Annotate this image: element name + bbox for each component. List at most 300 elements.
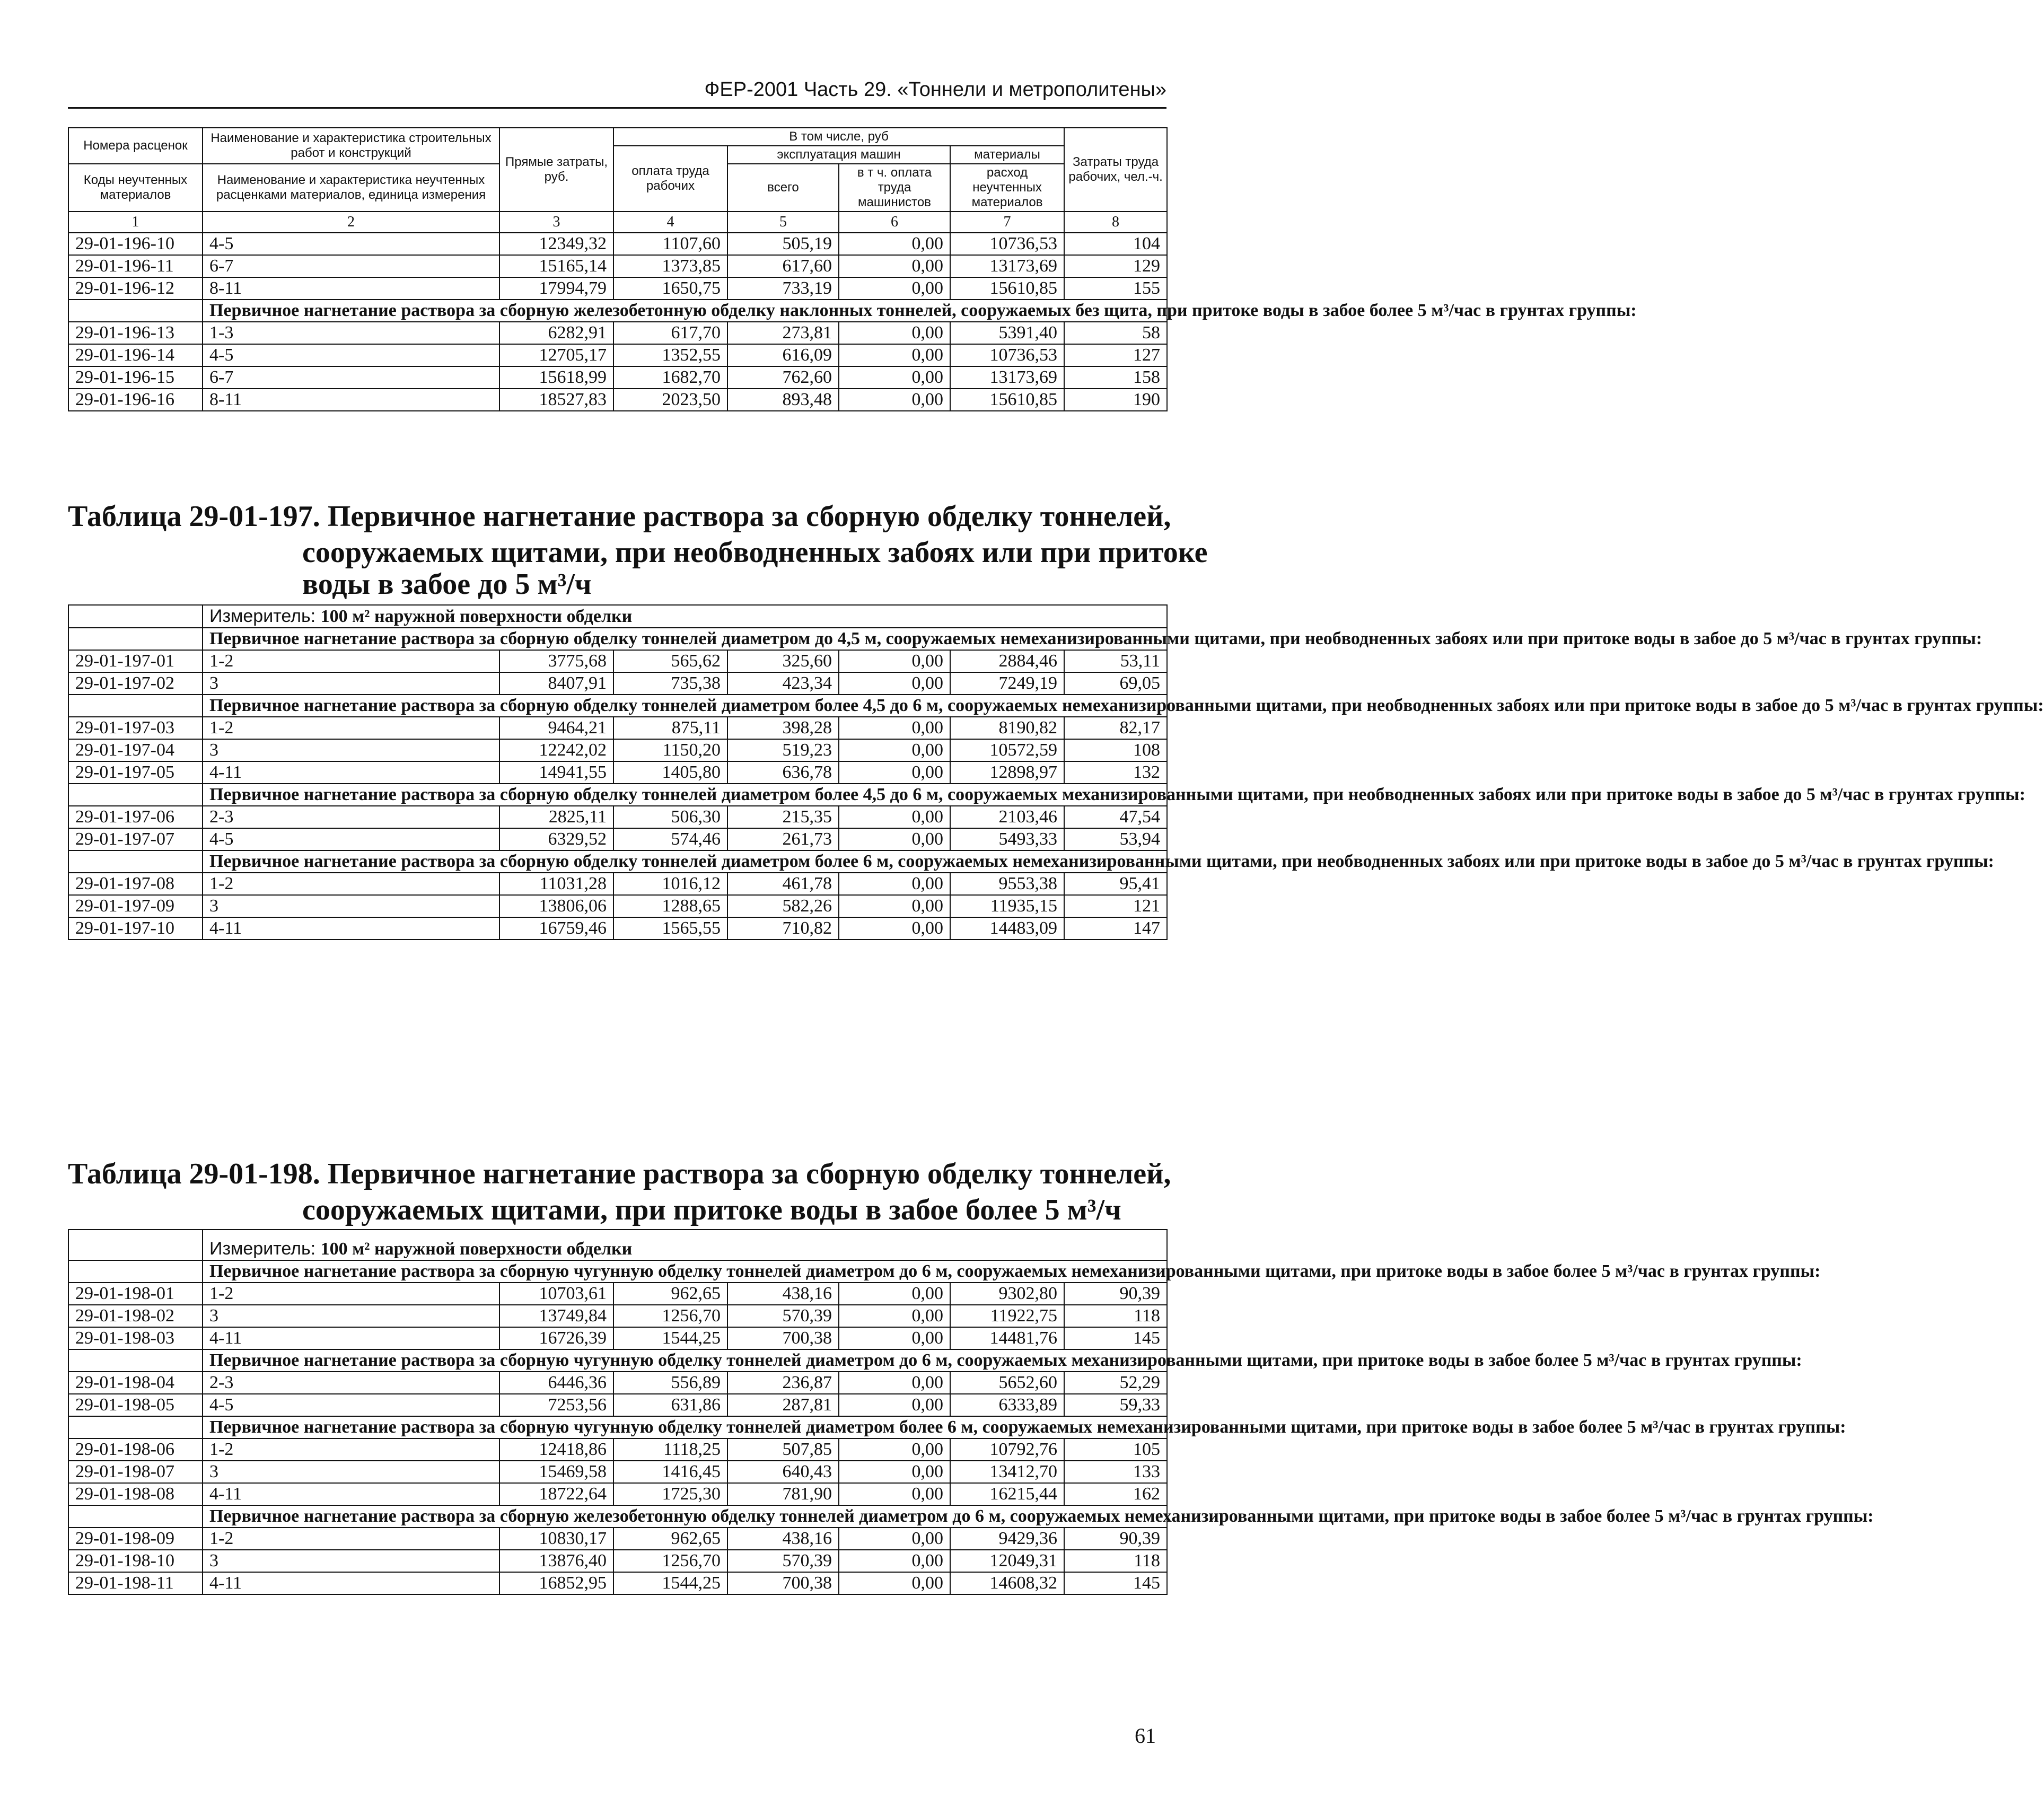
- table-cell: 0,00: [839, 1305, 950, 1327]
- table-cell: 3: [203, 1305, 499, 1327]
- table-row: [68, 1283, 1167, 1305]
- header-name-sub: Наименование и характеристика неучтенных расценками материалов, единица измерения: [203, 164, 499, 212]
- rates-table-196: [68, 127, 1637, 411]
- table-row: [68, 255, 1167, 277]
- table-cell: 0,00: [839, 650, 950, 672]
- table-cell: 10703,61: [499, 1283, 613, 1305]
- table-cell: 2-3: [203, 806, 499, 828]
- table-cell: 4-11: [203, 917, 499, 940]
- table-cell: 29-01-196-15: [68, 366, 203, 389]
- table-row: [68, 1550, 1167, 1572]
- table-header: [68, 128, 1167, 233]
- section-heading-row: [68, 1505, 1167, 1528]
- table-cell: 0,00: [839, 1394, 950, 1416]
- table-cell: 13876,40: [499, 1550, 613, 1572]
- table-cell: 700,38: [727, 1572, 839, 1594]
- table-cell: 1650,75: [613, 277, 727, 300]
- table-cell: 10736,53: [950, 233, 1064, 255]
- table-cell: 90,39: [1064, 1283, 1167, 1305]
- table-cell: 12349,32: [499, 233, 613, 255]
- table-cell: 59,33: [1064, 1394, 1167, 1416]
- table-cell: 15469,58: [499, 1461, 613, 1483]
- table-cell: 505,19: [727, 233, 839, 255]
- table-cell: 616,09: [727, 344, 839, 366]
- table-cell: 53,94: [1064, 828, 1167, 850]
- table-title-line: сооружаемых щитами, при необводненных забоях или при притоке: [302, 536, 1208, 569]
- table-sections: [68, 1260, 1874, 1594]
- table-cell: 6329,52: [499, 828, 613, 850]
- table-cell: 700,38: [727, 1327, 839, 1349]
- table-cell: 0,00: [839, 1283, 950, 1305]
- table-cell: 29-01-198-06: [68, 1438, 203, 1461]
- table-row: [68, 322, 1167, 344]
- table-cell: 519,23: [727, 739, 839, 761]
- table-cell: 0,00: [839, 1461, 950, 1483]
- table-cell: 1-2: [203, 873, 499, 895]
- table-cell: 29-01-197-09: [68, 895, 203, 917]
- header-direct-costs: Прямые затраты, руб.: [499, 128, 613, 212]
- table-cell: 29-01-198-04: [68, 1372, 203, 1394]
- section-heading-row: [68, 1349, 1167, 1372]
- column-number: 8: [1064, 212, 1167, 233]
- table-cell: 7249,19: [950, 672, 1064, 695]
- table-cell: 0,00: [839, 761, 950, 784]
- table-cell: 582,26: [727, 895, 839, 917]
- table-cell: 4-5: [203, 1394, 499, 1416]
- table-cell: 58: [1064, 322, 1167, 344]
- table-cell: 17994,79: [499, 277, 613, 300]
- table-cell: 0,00: [839, 344, 950, 366]
- table-cell: 962,65: [613, 1283, 727, 1305]
- table-cell: 2103,46: [950, 806, 1064, 828]
- table-cell: 570,39: [727, 1305, 839, 1327]
- table-cell: 10736,53: [950, 344, 1064, 366]
- table-cell: 29-01-198-11: [68, 1572, 203, 1594]
- header-codes: Номера расценок: [68, 128, 203, 164]
- table-cell: 5493,33: [950, 828, 1064, 850]
- table-cell: 6446,36: [499, 1372, 613, 1394]
- header-machines-wages: в т ч. оплата труда машинистов: [839, 164, 950, 212]
- table-cell: 127: [1064, 344, 1167, 366]
- table-cell: 14483,09: [950, 917, 1064, 940]
- table-cell: 0,00: [839, 917, 950, 940]
- column-number: 6: [839, 212, 950, 233]
- table-row: [68, 1483, 1167, 1505]
- table-cell: 105: [1064, 1438, 1167, 1461]
- table-cell: 3: [203, 739, 499, 761]
- table-cell: 570,39: [727, 1550, 839, 1572]
- table-cell: 12898,97: [950, 761, 1064, 784]
- table-cell: 29-01-197-03: [68, 717, 203, 739]
- table-cell: 145: [1064, 1327, 1167, 1349]
- column-number: 3: [499, 212, 613, 233]
- measure-value: 100 м² наружной поверхности обделки: [320, 1239, 633, 1259]
- table-cell: 16215,44: [950, 1483, 1064, 1505]
- table-row: [68, 1438, 1167, 1461]
- table-cell: 1565,55: [613, 917, 727, 940]
- table-cell: 0,00: [839, 389, 950, 411]
- table-cell: 12705,17: [499, 344, 613, 366]
- table-cell: 1-2: [203, 650, 499, 672]
- table-cell: 617,70: [613, 322, 727, 344]
- table-cell: 3: [203, 672, 499, 695]
- table-cell: 29-01-198-02: [68, 1305, 203, 1327]
- table-cell: 1-2: [203, 1528, 499, 1550]
- section-heading: Первичное нагнетание раствора за сборную железобетонную обделку тоннелей диаметром до 6 м, сооружаемых немеханизированными щитами, при притоке воды в забое более 5 м³/час в грунтах группы:: [203, 1505, 1167, 1528]
- table-row: [68, 366, 1167, 389]
- table-title-line: воды в забое до 5 м³/ч: [302, 568, 592, 601]
- table-title-line: сооружаемых щитами, при притоке воды в забое более 5 м³/ч: [302, 1194, 1121, 1226]
- table-row: [68, 873, 1167, 895]
- table-row: [68, 806, 1167, 828]
- table-cell: 7253,56: [499, 1394, 613, 1416]
- table-cell: 15610,85: [950, 389, 1064, 411]
- table-cell: 0,00: [839, 366, 950, 389]
- header-labor: Затраты труда рабочих, чел.-ч.: [1064, 128, 1167, 212]
- header-wages: оплата труда рабочих: [613, 146, 727, 212]
- column-number: 7: [950, 212, 1064, 233]
- header-machines: эксплуатация машин: [727, 146, 950, 164]
- table-cell: 29-01-198-09: [68, 1528, 203, 1550]
- table-cell: 29-01-197-10: [68, 917, 203, 940]
- table-cell: 82,17: [1064, 717, 1167, 739]
- table-row: [68, 1372, 1167, 1394]
- table-cell: 3775,68: [499, 650, 613, 672]
- table-cell: 14608,32: [950, 1572, 1064, 1594]
- table-cell: 13749,84: [499, 1305, 613, 1327]
- table-cell: 893,48: [727, 389, 839, 411]
- section-heading: Первичное нагнетание раствора за сборную железобетонную обделку наклонных тоннелей, сооружаемых без щита, при притоке воды в забое более 5 м³/час в грунтах группы:: [203, 300, 1167, 322]
- page-number: 61: [1135, 1724, 1156, 1748]
- header-materials: материалы: [950, 146, 1064, 164]
- table-cell: 0,00: [839, 1327, 950, 1349]
- table-row: [68, 895, 1167, 917]
- table-cell: 29-01-198-08: [68, 1483, 203, 1505]
- rates-table-198: [68, 1229, 1874, 1595]
- table-row: [68, 717, 1167, 739]
- table-number: Таблица 29-01-197.: [68, 500, 320, 533]
- table-cell: 10830,17: [499, 1528, 613, 1550]
- column-number: 1: [68, 212, 203, 233]
- table-cell: 0,00: [839, 806, 950, 828]
- table-body: [68, 233, 1167, 300]
- table-cell: 9464,21: [499, 717, 613, 739]
- column-number: 5: [727, 212, 839, 233]
- table-cell: 8-11: [203, 389, 499, 411]
- table-cell: 0,00: [839, 739, 950, 761]
- table-cell: 556,89: [613, 1372, 727, 1394]
- table-cell: 438,16: [727, 1283, 839, 1305]
- measure-label: Измеритель:: [209, 606, 316, 626]
- table-cell: 29-01-198-10: [68, 1550, 203, 1572]
- table-cell: 1118,25: [613, 1438, 727, 1461]
- table-cell: 0,00: [839, 873, 950, 895]
- table-cell: 287,81: [727, 1394, 839, 1416]
- table-cell: 29-01-196-13: [68, 322, 203, 344]
- table-cell: 12418,86: [499, 1438, 613, 1461]
- table-cell: 8407,91: [499, 672, 613, 695]
- table-cell: 6-7: [203, 255, 499, 277]
- table-cell: 29-01-197-06: [68, 806, 203, 828]
- table-cell: 1544,25: [613, 1327, 727, 1349]
- table-cell: 273,81: [727, 322, 839, 344]
- table-cell: 0,00: [839, 717, 950, 739]
- table-cell: 0,00: [839, 895, 950, 917]
- table-row: [68, 277, 1167, 300]
- table-row: [68, 828, 1167, 850]
- table-cell: 1016,12: [613, 873, 727, 895]
- column-number: 2: [203, 212, 499, 233]
- table-cell: 2825,11: [499, 806, 613, 828]
- table-cell: 29-01-196-16: [68, 389, 203, 411]
- table-cell: 4-5: [203, 828, 499, 850]
- table-cell: 29-01-196-11: [68, 255, 203, 277]
- measure-unit: [203, 605, 1167, 628]
- rates-table-197: [68, 604, 2044, 940]
- table-cell: 29-01-197-08: [68, 873, 203, 895]
- table-cell: 6282,91: [499, 322, 613, 344]
- table-cell: 962,65: [613, 1528, 727, 1550]
- table-title: [68, 498, 1171, 534]
- table-cell: 9553,38: [950, 873, 1064, 895]
- table-row: [68, 1461, 1167, 1483]
- table-cell: 6333,89: [950, 1394, 1064, 1416]
- table-cell: 4-5: [203, 344, 499, 366]
- table-cell: 0,00: [839, 233, 950, 255]
- table-cell: 15618,99: [499, 366, 613, 389]
- table-row: [68, 1305, 1167, 1327]
- table-cell: 133: [1064, 1461, 1167, 1483]
- table-row: [68, 650, 1167, 672]
- section-heading-row: [68, 628, 1167, 650]
- table-cell: 1682,70: [613, 366, 727, 389]
- header-including: В том числе, руб: [613, 128, 1064, 146]
- table-cell: 0,00: [839, 322, 950, 344]
- table-cell: 762,60: [727, 366, 839, 389]
- table-cell: 1-2: [203, 1438, 499, 1461]
- table-cell: 0,00: [839, 1372, 950, 1394]
- table-cell: 14941,55: [499, 761, 613, 784]
- table-cell: 4-11: [203, 1572, 499, 1594]
- table-cell: 4-11: [203, 1483, 499, 1505]
- table-cell: 11922,75: [950, 1305, 1064, 1327]
- table-cell: 132: [1064, 761, 1167, 784]
- table-cell: 162: [1064, 1483, 1167, 1505]
- table-cell: 16726,39: [499, 1327, 613, 1349]
- table-cell: 236,87: [727, 1372, 839, 1394]
- table-row: [68, 917, 1167, 940]
- section-heading: Первичное нагнетание раствора за сборную обделку тоннелей диаметром более 4,5 до 6 м, сооружаемых механизированными щитами, при необводненных забоях или при притоке воды в забое до 5 м³/час в грунтах группы:: [203, 784, 1167, 806]
- table-cell: 0,00: [839, 255, 950, 277]
- table-cell: 29-01-197-01: [68, 650, 203, 672]
- table-cell: 52,29: [1064, 1372, 1167, 1394]
- section-heading: Первичное нагнетание раствора за сборную обделку тоннелей диаметром более 4,5 до 6 м, сооружаемых немеханизированными щитами, при необводненных забоях или при притоке воды в забое до 5 м³/час в грунтах группы:: [203, 695, 1167, 717]
- table-cell: 574,46: [613, 828, 727, 850]
- table-cell: 108: [1064, 739, 1167, 761]
- table-cell: 1352,55: [613, 344, 727, 366]
- table-row: [68, 1327, 1167, 1349]
- table-cell: 1288,65: [613, 895, 727, 917]
- table-cell: 325,60: [727, 650, 839, 672]
- table-cell: 1544,25: [613, 1572, 727, 1594]
- table-cell: 29-01-198-03: [68, 1327, 203, 1349]
- table-cell: 261,73: [727, 828, 839, 850]
- table-cell: 8190,82: [950, 717, 1064, 739]
- table-number: Таблица 29-01-198.: [68, 1157, 320, 1190]
- header-machines-total: всего: [727, 164, 839, 212]
- table-cell: 1416,45: [613, 1461, 727, 1483]
- table-cell: 0,00: [839, 277, 950, 300]
- header-name: Наименование и характеристика строительных работ и конструкций: [203, 128, 499, 164]
- table-cell: 2884,46: [950, 650, 1064, 672]
- table-cell: 16759,46: [499, 917, 613, 940]
- table-cell: 29-01-196-12: [68, 277, 203, 300]
- table-cell: 423,34: [727, 672, 839, 695]
- section-heading-row: [68, 850, 1167, 873]
- table-cell: 11031,28: [499, 873, 613, 895]
- table-cell: 14481,76: [950, 1327, 1064, 1349]
- table-title-line: Первичное нагнетание раствора за сборную обделку тоннелей,: [327, 500, 1171, 533]
- table-cell: 631,86: [613, 1394, 727, 1416]
- table-cell: 53,11: [1064, 650, 1167, 672]
- section-heading: Первичное нагнетание раствора за сборную чугунную обделку тоннелей диаметром до 6 м, сооружаемых немеханизированными щитами, при притоке воды в забое более 5 м³/час в грунтах группы:: [203, 1260, 1167, 1283]
- table-row: [68, 344, 1167, 366]
- table-cell: 158: [1064, 366, 1167, 389]
- section-heading-row: [68, 300, 1167, 322]
- section-heading-row: [68, 1260, 1167, 1283]
- table-cell: 121: [1064, 895, 1167, 917]
- table-cell: 506,30: [613, 806, 727, 828]
- table-cell: 147: [1064, 917, 1167, 940]
- table-cell: 0,00: [839, 1550, 950, 1572]
- table-cell: 0,00: [839, 1483, 950, 1505]
- table-cell: 104: [1064, 233, 1167, 255]
- table-title-line: Первичное нагнетание раствора за сборную обделку тоннелей,: [327, 1157, 1171, 1190]
- table-cell: 438,16: [727, 1528, 839, 1550]
- table-cell: 1-2: [203, 1283, 499, 1305]
- table-cell: 507,85: [727, 1438, 839, 1461]
- table-cell: 1-2: [203, 717, 499, 739]
- table-cell: 2-3: [203, 1372, 499, 1394]
- table-cell: 4-11: [203, 761, 499, 784]
- table-cell: 1256,70: [613, 1550, 727, 1572]
- table-cell: 47,54: [1064, 806, 1167, 828]
- table-row: [68, 389, 1167, 411]
- table-cell: 5652,60: [950, 1372, 1064, 1394]
- table-cell: 12242,02: [499, 739, 613, 761]
- section-heading: Первичное нагнетание раствора за сборную обделку тоннелей диаметром более 6 м, сооружаемых немеханизированными щитами, при необводненных забоях или при притоке воды в забое до 5 м³/час в грунтах группы:: [203, 850, 1167, 873]
- table-cell: 0,00: [839, 1572, 950, 1594]
- table-cell: 875,11: [613, 717, 727, 739]
- table-cell: 733,19: [727, 277, 839, 300]
- header-materials-sub: расход неучтенных материалов: [950, 164, 1064, 212]
- table-cell: 15610,85: [950, 277, 1064, 300]
- table-cell: 215,35: [727, 806, 839, 828]
- table-cell: 69,05: [1064, 672, 1167, 695]
- table-cell: 90,39: [1064, 1528, 1167, 1550]
- measure-label: Измеритель:: [209, 1239, 316, 1259]
- table-row: [68, 739, 1167, 761]
- table-cell: 15165,14: [499, 255, 613, 277]
- section-heading-row: [68, 784, 1167, 806]
- table-cell: 6-7: [203, 366, 499, 389]
- table-cell: 735,38: [613, 672, 727, 695]
- table-cell: 29-01-198-01: [68, 1283, 203, 1305]
- table-cell: 1725,30: [613, 1483, 727, 1505]
- table-cell: 1-3: [203, 322, 499, 344]
- section-heading: Первичное нагнетание раствора за сборную чугунную обделку тоннелей диаметром более 6 м, сооружаемых немеханизированными щитами, при притоке воды в забое более 5 м³/час в грунтах группы:: [203, 1416, 1167, 1438]
- measure-unit: [203, 1230, 1167, 1260]
- table-cell: 0,00: [839, 1438, 950, 1461]
- table-cell: 155: [1064, 277, 1167, 300]
- table-cell: 29-01-197-02: [68, 672, 203, 695]
- table-cell: 145: [1064, 1572, 1167, 1594]
- table-cell: 3: [203, 1461, 499, 1483]
- table-cell: 13412,70: [950, 1461, 1064, 1483]
- table-cell: 0,00: [839, 828, 950, 850]
- table-row: [68, 233, 1167, 255]
- table-cell: 95,41: [1064, 873, 1167, 895]
- table-cell: 13173,69: [950, 255, 1064, 277]
- header-rule: [68, 107, 1166, 109]
- section-heading: Первичное нагнетание раствора за сборную обделку тоннелей диаметром до 4,5 м, сооружаемых немеханизированными щитами, при необводненных забоях или при притоке воды в забое до 5 м³/час в грунтах группы:: [203, 628, 1167, 650]
- table-title: [68, 1156, 1171, 1192]
- table-cell: 118: [1064, 1550, 1167, 1572]
- table-cell: 8-11: [203, 277, 499, 300]
- table-cell: 5391,40: [950, 322, 1064, 344]
- table-cell: 29-01-198-05: [68, 1394, 203, 1416]
- table-cell: 2023,50: [613, 389, 727, 411]
- table-cell: 1256,70: [613, 1305, 727, 1327]
- table-cell: 29-01-197-04: [68, 739, 203, 761]
- table-cell: 18527,83: [499, 389, 613, 411]
- table-cell: 1405,80: [613, 761, 727, 784]
- table-cell: 4-11: [203, 1327, 499, 1349]
- table-sections: [68, 628, 2044, 940]
- table-cell: 461,78: [727, 873, 839, 895]
- table-cell: 640,43: [727, 1461, 839, 1483]
- column-number: 4: [613, 212, 727, 233]
- table-cell: 12049,31: [950, 1550, 1064, 1572]
- section-heading-row: [68, 1416, 1167, 1438]
- table-cell: 129: [1064, 255, 1167, 277]
- table-cell: 190: [1064, 389, 1167, 411]
- table-row: [68, 1394, 1167, 1416]
- measure-value: 100 м² наружной поверхности обделки: [320, 607, 633, 626]
- table-cell: 1107,60: [613, 233, 727, 255]
- table-cell: 781,90: [727, 1483, 839, 1505]
- table-cell: 0,00: [839, 672, 950, 695]
- table-cell: 18722,64: [499, 1483, 613, 1505]
- table-cell: 1373,85: [613, 255, 727, 277]
- table-row: [68, 1528, 1167, 1550]
- table-row: [68, 1572, 1167, 1594]
- table-cell: 29-01-198-07: [68, 1461, 203, 1483]
- table-cell: 29-01-197-07: [68, 828, 203, 850]
- table-cell: 398,28: [727, 717, 839, 739]
- running-head: ФЕР-2001 Часть 29. «Тоннели и метрополитены»: [704, 78, 1166, 101]
- table-cell: 10572,59: [950, 739, 1064, 761]
- table-cell: 617,60: [727, 255, 839, 277]
- table-cell: 710,82: [727, 917, 839, 940]
- table-cell: 29-01-196-14: [68, 344, 203, 366]
- header-codes-sub: Коды неучтенных материалов: [68, 164, 203, 212]
- table-cell: 9302,80: [950, 1283, 1064, 1305]
- table-cell: 0,00: [839, 1528, 950, 1550]
- section-heading-row: [68, 695, 1167, 717]
- table-cell: 636,78: [727, 761, 839, 784]
- table-cell: 565,62: [613, 650, 727, 672]
